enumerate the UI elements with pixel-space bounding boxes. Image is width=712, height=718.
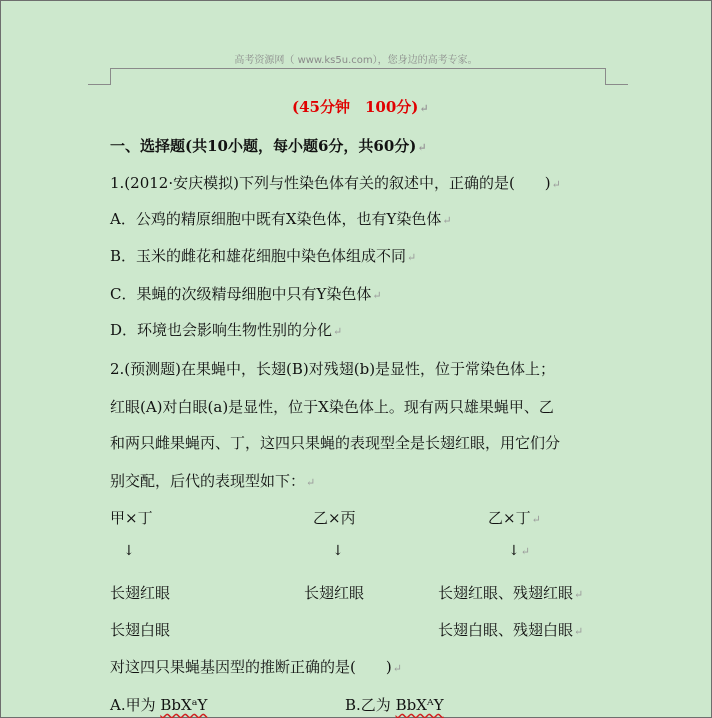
question-1-stem: 1.(2012·安庆模拟)下列与性染色体有关的叙述中，正确的是( )↵ [110, 174, 561, 192]
question-2-stem-line-1: 2.(预测题)在果蝇中，长翅(B)对残翅(b)是显性，位于常染色体上； [110, 360, 556, 378]
cross-3-parents: 乙×丁↵ [488, 509, 541, 527]
section-heading: 一、选择题(共10小题，每小题6分，共60分)↵ [110, 137, 427, 155]
cross-1-arrow: ↓ [123, 543, 135, 559]
cross-1-parents: 甲×丁 [110, 509, 153, 527]
margin-mark-left [88, 84, 110, 85]
header-rule-left-tick [110, 68, 111, 85]
cross-2-arrow: ↓ [332, 543, 344, 559]
genotype-a: BbXᵃY [160, 696, 208, 714]
question-2-option-b: B.乙为 BbXᴬY [345, 696, 444, 714]
header-rule-right-tick [605, 68, 606, 85]
question-1-option-c: C．果蝇的次级精母细胞中只有Y染色体↵ [110, 285, 382, 303]
cross-1-offspring-1: 长翅红眼 [110, 584, 171, 602]
question-2-option-a: A.甲为 BbXᵃY [110, 696, 208, 714]
cross-2-parents: 乙×丙 [313, 509, 356, 527]
question-2-stem-line-2: 红眼(A)对白眼(a)是显性，位于X染色体上。现有两只雄果蝇甲、乙 [110, 398, 554, 416]
question-2-stem-line-3: 和两只雌果蝇丙、丁，这四只果蝇的表现型全是长翅红眼，用它们分 [110, 434, 561, 452]
cross-1-offspring-2: 长翅白眼 [110, 621, 171, 639]
page-header-text: 高考资源网（ www.ks5u.com），您身边的高考专家。 [234, 55, 478, 66]
question-1-option-b: B．玉米的雌花和雄花细胞中染色体组成不同↵ [110, 247, 417, 265]
cross-3-offspring-1: 长翅红眼、残翅红眼↵ [438, 584, 584, 602]
genotype-b: BbXᴬY [395, 696, 444, 714]
test-title: (45分钟 100分)↵ [292, 98, 429, 116]
header-rule [110, 68, 606, 69]
margin-mark-right [606, 84, 628, 85]
question-1-option-a: A．公鸡的精原细胞中既有X染色体，也有Y染色体↵ [110, 210, 452, 228]
cross-3-offspring-2: 长翅白眼、残翅白眼↵ [438, 621, 584, 639]
cross-3-arrow: ↓↵ [508, 543, 530, 559]
question-2-stem-line-4: 别交配，后代的表现型如下：↵ [110, 472, 316, 490]
cross-2-offspring-1: 长翅红眼 [304, 584, 365, 602]
question-2-prompt: 对这四只果蝇基因型的推断正确的是( )↵ [110, 658, 402, 676]
question-1-option-d: D．环境也会影响生物性别的分化↵ [110, 321, 343, 339]
